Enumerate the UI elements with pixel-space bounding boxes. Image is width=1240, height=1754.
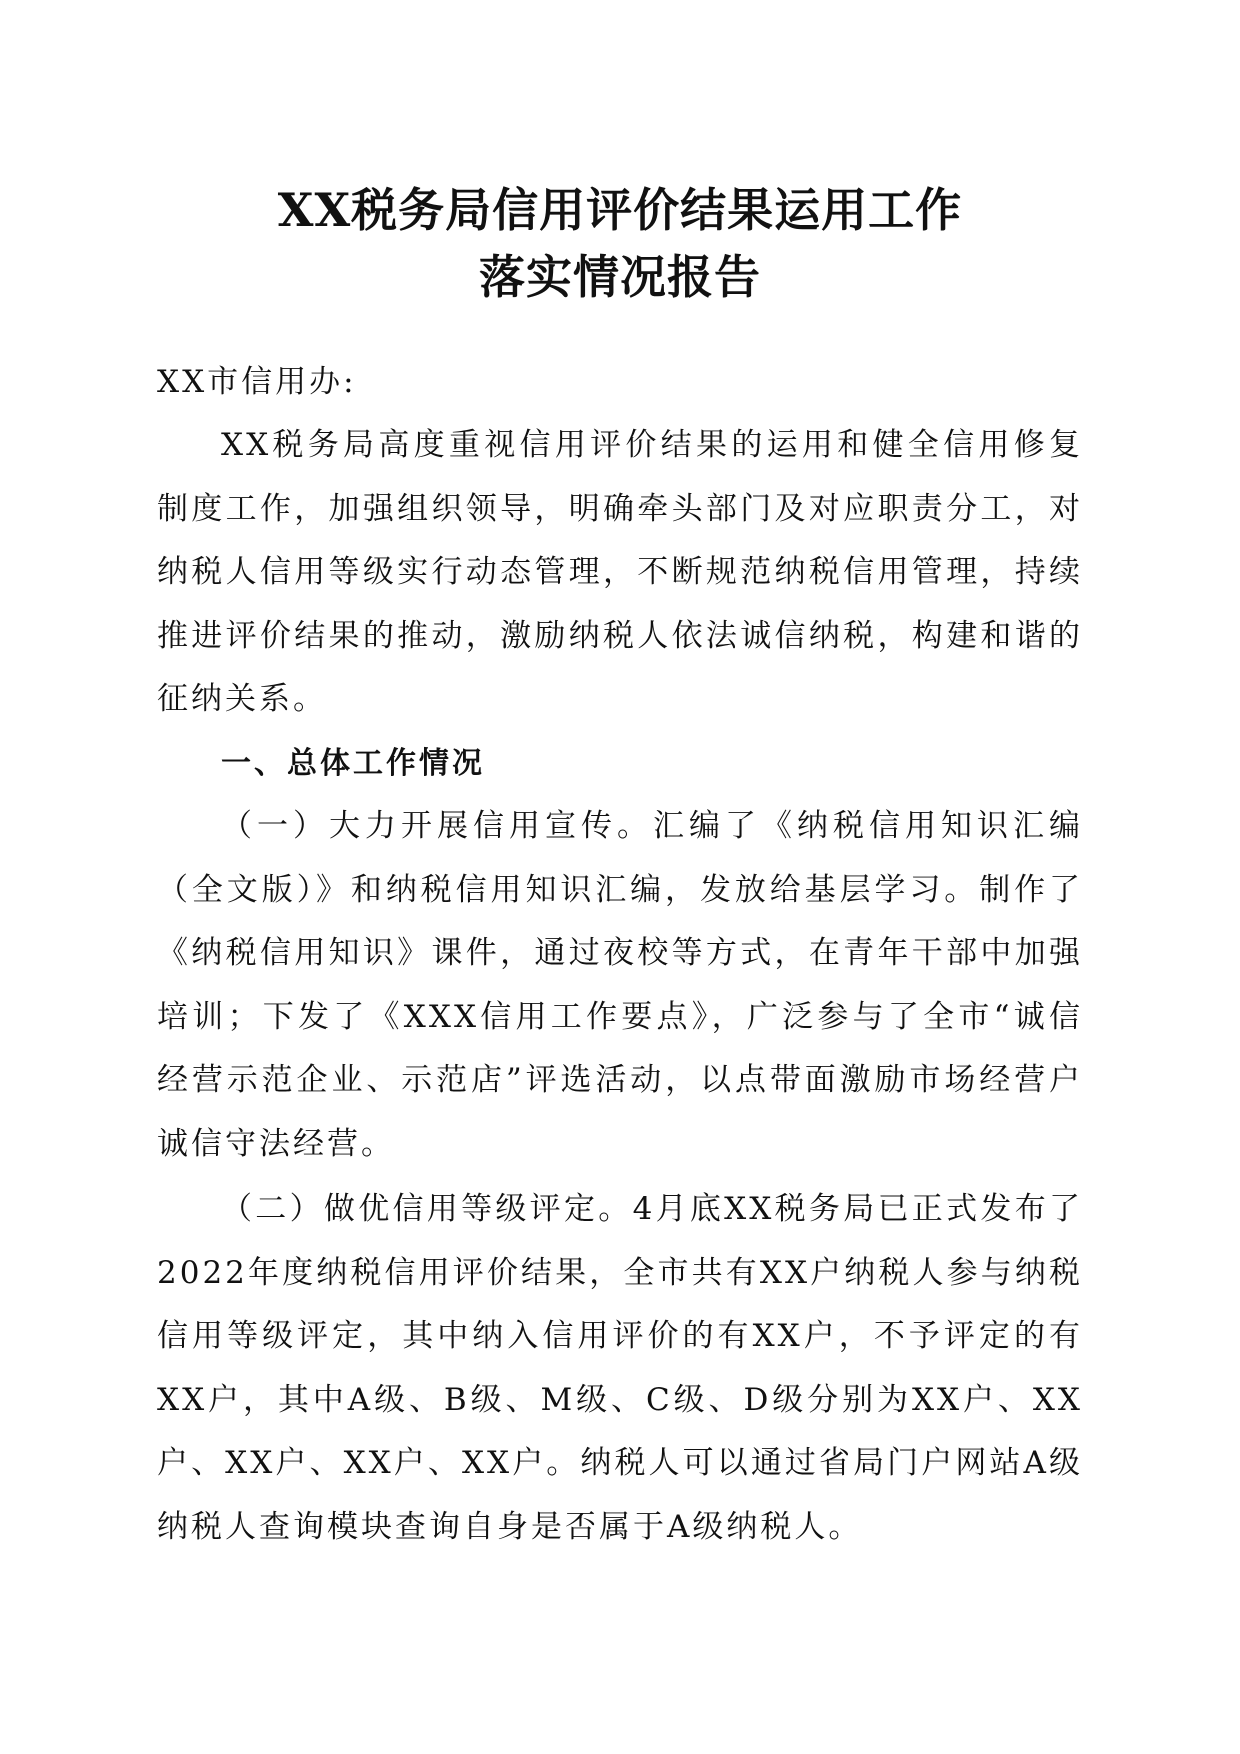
intro-paragraph: XX税务局高度重视信用评价结果的运用和健全信用修复制度工作，加强组织领导，明确牵头部门及对应职责分工，对纳税人信用等级实行动态管理，不断规范纳税信用管理，持续推进评价结果的推动，激励纳税人依法诚信纳税，构建和谐的征纳关系。 <box>157 427 1083 717</box>
document-title-line-1: XX税务局信用评价结果运用工作 <box>277 183 963 237</box>
intro-block <box>157 414 1083 732</box>
salutation: XX市信用办: <box>157 364 357 400</box>
paragraph-1-block <box>157 795 1083 1176</box>
paragraph-1: （一）大力开展信用宣传。汇编了《纳税信用知识汇编（全文版）》和纳税信用知识汇编，发放给基层学习。制作了《纳税信用知识》课件，通过夜校等方式，在青年干部中加强培训；下发了《XXX信用工作要点》，广泛参与了全市“诚信经营示范企业、示范店”评选活动，以点带面激励市场经营户诚信守法经营。 <box>157 808 1083 1162</box>
paragraph-2-block <box>157 1178 1083 1559</box>
document-title-line-2: 落实情况报告 <box>479 250 761 304</box>
section-heading: 一、总体工作情况 <box>221 746 485 781</box>
paragraph-2: （二）做优信用等级评定。4月底XX税务局已正式发布了2022年度纳税信用评价结果，全市共有XX户纳税人参与纳税信用等级评定，其中纳入信用评价的有XX户，不予评定的有XX户，其中A级、B级、M级、C级、D级分别为XX户、XX户、XX户、XX户、XX户。纳税人可以通过省局门户网站A级纳税人查询模块查询自身是否属于A级纳税人。 <box>157 1191 1083 1545</box>
